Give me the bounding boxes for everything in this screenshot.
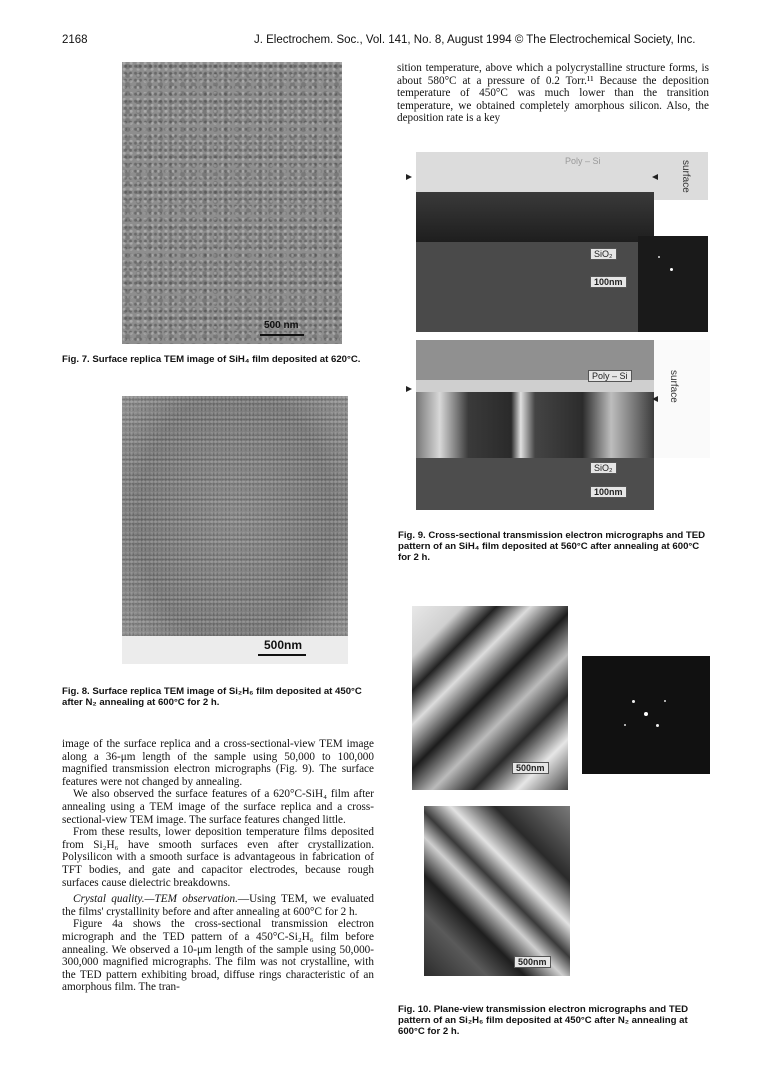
fig8-micrograph [122,396,348,664]
fig9-bottom-poly-label: Poly – Si [588,370,632,382]
right-column-top-text [397,62,709,125]
surface-arrow-icon [652,396,658,402]
paragraph: We also observed the surface features of a 620°C-SiH₄ film after annealing using a TEM image of the surface replica and a cross-sectional-view TEM image. The surface features changed little. [62,788,374,826]
fig9-top-surface-label: surface [680,160,691,193]
fig9-top-poly-label: Poly – Si [565,156,601,166]
fig9-bottom-surface-label: surface [668,370,679,403]
fig10-top-scale-label: 500nm [512,762,549,774]
fig8-scale-label: 500nm [264,638,303,652]
ted-spot [656,724,659,727]
fig9-top-polysi-layer [416,192,654,242]
fig7-scale-bar [260,334,304,336]
surface-arrow-icon [406,174,412,180]
fig9-bottom-sio2-layer [416,458,654,510]
section-heading: Crystal quality.—TEM observation. [73,893,238,906]
fig8-caption: Fig. 8. Surface replica TEM image of Si₂H₆ film deposited at 450°C after N₂ annealing at 600°C for 2 h. [62,686,362,709]
fig9-bottom-scale-label: 100nm [590,486,627,498]
fig9-bottom-margin [654,340,710,458]
fig7-micrograph [122,62,342,344]
page-number: 2168 [62,34,88,46]
fig9-top-sio2-label: SiO₂ [590,248,617,260]
ted-spot [644,712,648,716]
ted-spot [664,700,666,702]
journal-header: J. Electrochem. Soc., Vol. 141, No. 8, August 1994 © The Electrochemical Society, Inc. [254,34,696,46]
left-column-body [62,738,374,994]
paragraph: From these results, lower deposition temperature films deposited from Si₂H₆ have smooth surfaces even after crystallization. Polysilicon with a smooth surface is advantageous in fabrication of TFT bodies, and gate and capacitor electrodes, because rough surfaces cause dielectric breakdowns. [62,826,374,889]
ted-spot [658,256,660,258]
fig9-top-ted-pattern [638,236,708,332]
paragraph-text: —Using TEM, we evaluated the films' crystallinity before and after annealing at 600°C for 2 h. [62,893,375,918]
paragraph: sition temperature, above which a polycrystalline structure forms, is about 580°C at a pressure of 0.2 Torr.¹¹ Because the deposition temperature of 450°C was much lower than the transition temperature, we obtained completely amorphous silicon. Also, the deposition rate is a key [397,62,709,125]
fig7-caption: Fig. 7. Surface replica TEM image of SiH₄ film deposited at 620°C. [62,354,361,365]
fig10-top-micrograph [412,606,568,790]
fig8-scale-bar [258,654,306,656]
ted-spot [670,268,673,271]
fig10-ted-pattern [582,656,710,774]
fig7-scale-label: 500 nm [264,320,299,331]
fig9-bottom-polysi-layer [416,392,654,458]
fig9-bottom-sio2-label: SiO₂ [590,462,617,474]
ted-spot [632,700,635,703]
fig9-top-scale-label: 100nm [590,276,627,288]
fig10-bottom-micrograph [424,806,570,976]
fig9-caption: Fig. 9. Cross-sectional transmission electron micrographs and TED pattern of an SiH₄ film deposited at 560°C after annealing at 600°C for 2 h. [398,530,706,564]
paragraph: Figure 4a shows the cross-sectional transmission electron micrograph and the TED pattern of a 450°C-Si₂H₆ film before annealing. We observed a 10-μm length of the sample using 50,000-300,000 magnified micrographs. The film was not crystalline, with the TED pattern exhibiting broad, diffuse rings characteristic of an amorphous film. The tran- [62,918,374,994]
fig9-bottom-panel [398,340,710,510]
ted-spot [624,724,626,726]
fig10-bottom-scale-label: 500nm [514,956,551,968]
surface-arrow-icon [652,174,658,180]
fig8-scale-panel [122,636,348,664]
fig9-top-panel [398,152,710,332]
paragraph: image of the surface replica and a cross-sectional-view TEM image along a 36-μm length of the sample using 50,000 to 100,000 magnified transmission electron micrographs (Fig. 9). The surface features were not changed by annealing. [62,738,374,788]
surface-arrow-icon [406,386,412,392]
fig10-caption: Fig. 10. Plane-view transmission electron micrographs and TED pattern of an Si₂H₆ film deposited at 450°C after N₂ annealing at 600°C for 2 h. [398,1004,689,1038]
paragraph-crystal-quality [62,893,374,918]
